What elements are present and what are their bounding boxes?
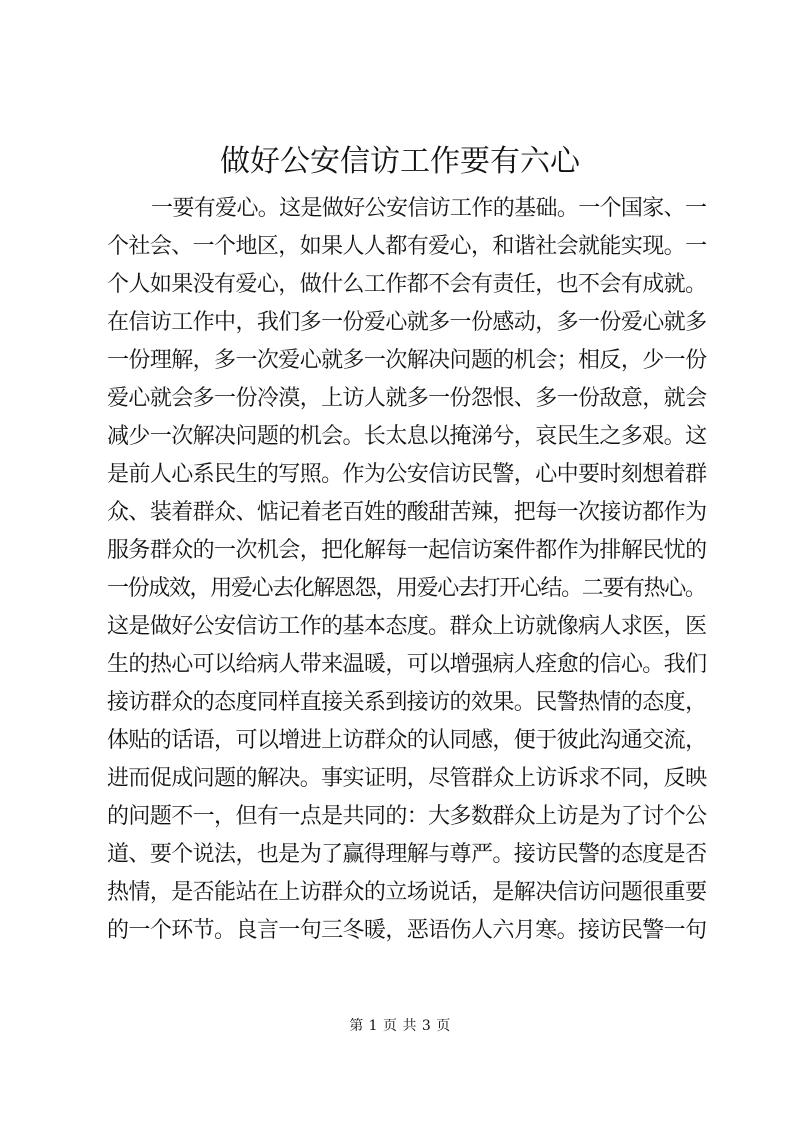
body-line-5: 一份理解，多一次爱心就多一次解决问题的机会；相反，少一份 — [107, 348, 707, 373]
document-title: 做好公安信访工作要有六心 — [220, 144, 580, 179]
body-line-3: 个人如果没有爱心，做什么工作都不会有责任，也不会有成就。 — [107, 272, 707, 297]
body-line-10: 服务群众的一次机会，把化解每一起信访案件都作为排解民忧的 — [107, 538, 707, 563]
body-line-2: 个社会、一个地区，如果人人都有爱心，和谐社会就能实现。一 — [107, 234, 707, 259]
body-line-19: 热情，是否能站在上访群众的立场说话，是解决信访问题很重要 — [107, 880, 707, 905]
body-line-15: 体贴的话语，可以增进上访群众的认同感，便于彼此沟通交流， — [107, 728, 707, 753]
body-line-4: 在信访工作中，我们多一份爱心就多一份感动，多一份爱心就多 — [107, 310, 707, 335]
body-line-20: 的一个环节。良言一句三冬暖，恶语伤人六月寒。接访民警一句 — [107, 918, 707, 943]
body-line-6: 爱心就会多一份冷漠，上访人就多一份怨恨、多一份敌意，就会 — [107, 386, 707, 411]
body-line-8: 是前人心系民生的写照。作为公安信访民警，心中要时刻想着群 — [107, 462, 707, 487]
body-line-11: 一份成效，用爱心去化解恩怨，用爱心去打开心结。二要有热心。 — [107, 576, 706, 601]
body-line-9: 众、装着群众、惦记着老百姓的酸甜苦辣，把每一次接访都作为 — [107, 500, 707, 525]
page-number: 第 1 页 共 3 页 — [349, 1018, 451, 1034]
body-line-17: 的问题不一，但有一点是共同的：大多数群众上访是为了讨个公 — [107, 804, 707, 829]
body-line-16: 进而促成问题的解决。事实证明，尽管群众上访诉求不同，反映 — [107, 766, 707, 791]
body-line-13: 生的热心可以给病人带来温暖，可以增强病人痊愈的信心。我们 — [107, 652, 707, 677]
body-line-12: 这是做好公安信访工作的基本态度。群众上访就像病人求医，医 — [107, 614, 707, 639]
body-line-18: 道、要个说法，也是为了赢得理解与尊严。接访民警的态度是否 — [107, 842, 707, 867]
body-line-14: 接访群众的态度同样直接关系到接访的效果。民警热情的态度， — [107, 690, 707, 715]
body-line-7: 减少一次解决问题的机会。长太息以掩涕兮，哀民生之多艰。这 — [107, 424, 707, 449]
body-line-1: 一要有爱心。这是做好公安信访工作的基础。一个国家、一 — [151, 196, 707, 221]
